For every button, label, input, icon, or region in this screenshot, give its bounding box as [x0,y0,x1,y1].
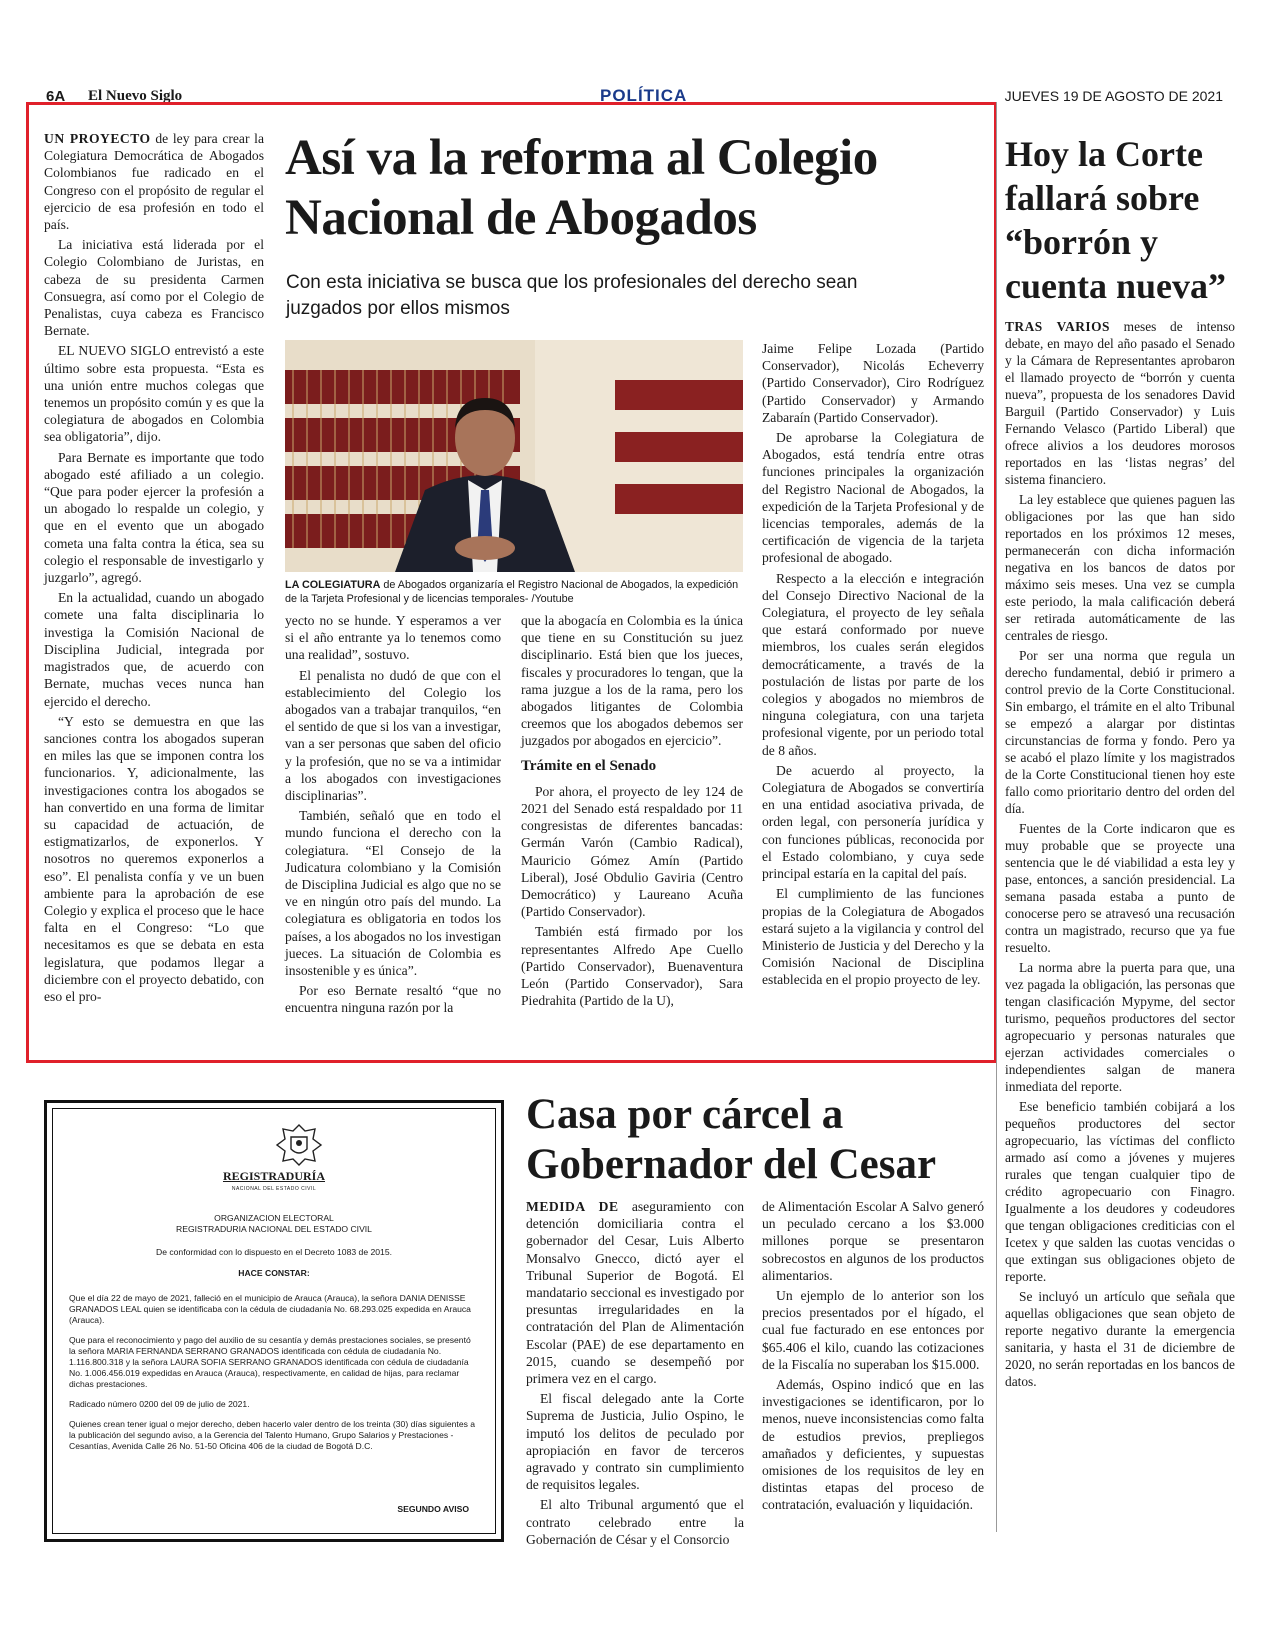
notice-paragraph: Que para el reconocimiento y pago del auxilio de su cesantía y demás prestaciones sociales, se presentó la señora MARIA FERNANDA SERRANO GRANADOS identificada con cédula de ciudadanía No. 1.116.800.318 y la señora LAURA SOFIA SERRANO GRANADOS identificada con cédula de ciudadanía No. 1.006.456.019 expedidas en Arauca (Arauca), respectivamente, en calidad de hijas, para reclamar dichas prestaciones. [69,1335,471,1389]
subhead: Trámite en el Senado [521,757,657,774]
notice-logo-subtext: NACIONAL DEL ESTADO CIVIL [231,1186,317,1192]
notice-hace-constar: HACE CONSTAR: [238,1268,310,1278]
lawyer-portrait-image [285,340,743,572]
paragraph: También, señaló que en todo el mundo funciona el derecho con la colegiatura. “El Consejo de la Judicatura colombiano y la Comisión de Disciplina Judicial es algo que no se ve en ningún otro país del mundo. La colegiatura es obligatoria en todos los países, a los abogados no los investigan jueces. La situación de Colombia es insostenible y es única”. [285,808,501,979]
main-article-col-4 [762,340,984,992]
casa-article-col-1 [526,1198,744,1551]
paragraph: La iniciativa está liderada por el Colegio Colombiano de Juristas, en cabeza de su presidenta Carmen Consuegra, así como por el Colegio de Penalistas, cuya cabeza es Francisco Bernate. [44,237,264,339]
paragraph: La ley establece que quienes paguen las obligaciones por las que han sido reportados en los próximos 12 meses, permanecerán con dicha información negativa en los bancos de datos por máximo seis meses. Una vez se cumpla este periodo, la mala calificación deberá ser retirada automáticamente de las centrales de riesgo. [1005,492,1235,643]
paragraph: Jaime Felipe Lozada (Partido Conservador), Nicolás Echeverry (Partido Conservador), Ciro Rodríguez (Partido Conservador) y Armando Zabaraín (Partido Conservador). [762,341,984,425]
paragraph: Se incluyó un artículo que señala que aquellas obligaciones que sean objeto de reporte negativo durante la emergencia sanitaria, y hasta el 31 de diciembre de 2020, no serán reportadas en los bancos de datos. [1005,1289,1235,1389]
main-article-col-3 [521,612,743,1012]
notice-org-line: REGISTRADURIA NACIONAL DEL ESTADO CIVIL [176,1224,372,1234]
notice-paragraph: Radicado número 0200 del 09 de julio de 2021. [69,1399,250,1409]
paragraph: De acuerdo al proyecto, la Colegiatura de Abogados se convertiría en una entidad asociativa privada, de orden legal, con personería jurídica y con funciones públicas, reconocida por el Estado colombiano, y cuya sede principal estaría en la capital del país. [762,762,984,882]
main-deck: Con esta iniciativa se busca que los profesionales del derecho sean juzgados por ellos mismos [286,272,858,319]
registraduria-notice [44,1100,504,1542]
paragraph: Fuentes de la Corte indicaron que es muy probable que se proyecte una sentencia que le dé viabilidad a esta ley y pase, entonces, a sanción presidencial. La semana pasada estaba a punto de conocerse pero se atravesó una recusación contra un magistrado, recurso que ya fue resuelto. [1005,821,1235,955]
paragraph: Un ejemplo de lo anterior son los precios presentados por el hígado, el cual fue facturado en ese entonces por $65.406 el kilo, cuando las cotizaciones de la Fiscalía no superaban los $15.000. [762,1288,984,1372]
notice-footer: SEGUNDO AVISO [397,1504,469,1514]
paragraph: El cumplimiento de las funciones propias de la Colegiatura de Abogados estará sujeto a la vigilancia y control del Ministerio de Justicia y del Derecho y la Comisión Nacional de Disciplina establecida en el propio proyecto de ley. [762,886,984,988]
section-label: POLÍTICA [600,86,688,105]
main-headline: Así va la reforma al Colegio Nacional de Abogados [285,130,878,246]
issue-date: JUEVES 19 DE AGOSTO DE 2021 [1004,88,1223,104]
paragraph: Ese beneficio también cobijará a los pequeños productores del sector agropecuario, las víctimas del conflicto armado así como a jóvenes y mujeres rurales que tengan cualquier tipo de crédito agropecuario con Finagro. Igualmente a los deudores y codeudores que tengan obligaciones crediticias con el Icetex y que salden las cuotas vencidas o que extingan sus obligaciones objeto de reporte. [1005,1099,1235,1284]
coat-of-arms-icon [271,1121,327,1169]
main-article-col-1 [44,130,264,1008]
notice-org-line: ORGANIZACION ELECTORAL [214,1213,334,1223]
paragraph: El alto Tribunal argumentó que el contrato celebrado entre la Gobernación de César y el Consorcio [526,1497,744,1547]
newspaper-brand: El Nuevo Siglo [88,88,183,104]
paragraph: UN PROYECTO de ley para crear la Colegiatura Democrática de Abogados Colombianos fue radicado en el Congreso con el propósito de regular el ejercicio de esa profesión en todo el país. [44,131,264,233]
paragraph: que la abogacía en Colombia es la única que tiene en su Constitución su juez disciplinario. Está bien que los jueces, fiscales y procuradores lo tengan, que la rama juzgue a los de la rama, pero los abogados litigantes de Colombia creemos que los abogados debemos ser juzgados por abogados en ejercicio”. [521,613,743,749]
paragraph: Por ahora, el proyecto de ley 124 de 2021 del Senado está respaldado por 11 congresistas de diferentes bancadas: Germán Varón (Cambio Radical), Mauricio Gómez Amín (Partido Liberal), José Obdulio Gaviria (Centro Democrático) y Laureano Acuña (Partido Conservador). [521,783,743,920]
paragraph: Además, Ospino indicó que en las investigaciones se identificaron, por lo menos, nueve inconsistencias como falta de estudios previos, prepliegos amañados y deficientes, y supuestas omisiones de los requisitos de ley en distintas etapas del proceso de contratación, evaluación y liquidación. [762,1377,984,1513]
side-headline: Hoy la Corte fallará sobre “borrón y cuenta nueva” [1005,134,1227,306]
paragraph: de Alimentación Escolar A Salvo generó un peculado cercano a los $3.000 millones porque se presentaron sobrecostos en algunos de los productos alimentarios. [762,1199,984,1283]
notice-paragraph: Quienes crean tener igual o mejor derecho, deben hacerlo valer dentro de los treinta (30) días siguientes a la publicación del segundo aviso, a la Gerencia del Talento Humano, Grupo Salarios y Prestaciones - Cesantías, Avenida Calle 26 No. 51-50 Oficina 406 de la ciudad de Bogotá D.C. [69,1419,476,1451]
notice-paragraph: Que el día 22 de mayo de 2021, falleció en el municipio de Arauca (Arauca), la señora DANIA DENISSE GRANADOS LEAL quien se identificaba con la cédula de ciudadanía No. 68.293.025 expedida en Arauca (Arauca). [69,1293,471,1325]
paragraph: yecto no se hunde. Y esperamos a ver si el año entrante ya lo tenemos como una realidad”, sostuvo. [285,613,501,663]
notice-decree: De conformidad con lo dispuesto en el Decreto 1083 de 2015. [155,1247,392,1257]
photo-caption: LA COLEGIATURA de Abogados organizaría el Registro Nacional de Abogados, la expedición de la Tarjeta Profesional y de licencias temporales- /Youtube [285,579,739,605]
paragraph: El penalista no dudó de que con el establecimiento del Colegio los abogados van a trabajar tranquilos, “en el sentido de que si los van a investigar, van a ser personas que saben del oficio y la profesión, que no se va a intimidar a los abogados con investigaciones disciplinarias”. [285,667,501,804]
paragraph: El fiscal delegado ante la Corte Suprema de Justicia, Julio Ospino, le imputó los delitos de peculado por apropiación en favor de terceros agravado y contrato sin cumplimiento de requisitos legales. [526,1391,744,1493]
paragraph: Por ser una norma que regula un derecho fundamental, debió ir primero a control previo de la Corte Constitucional. Sin embargo, el trámite en el alto Tribunal se empezó a alargar por distintas circunstancias de forma y fondo. Pero ya se acabó el plazo límite y los magistrados de la Corte Constitucional tienen hoy este fallo como prioritario dentro del orden del día. [1005,648,1235,816]
paragraph: De aprobarse la Colegiatura de Abogados, está tendría entre otras funciones principales la organización del Registro Nacional de Abogados, la expedición de la Tarjeta Profesional y de licencias temporales, además de la certificación de vigencia de la tarjeta profesional de abogado. [762,430,984,566]
main-article-col-2 [285,612,501,1020]
paragraph: MEDIDA DE aseguramiento con detención domiciliaria contra el gobernador del Cesar, Luis Alberto Monsalvo Gnecco, dictó ayer el Tribunal Superior de Bogotá. El mandatario seccional es investigado por presuntas irregularidades en la contratación del Plan de Alimentación Escolar (PAE) de ese departamento en 2015, cuando se desempeñó por primera vez en el cargo. [526,1199,744,1387]
casa-headline: Casa por cárcel a Gobernador del Cesar [526,1091,937,1188]
column-rule [996,102,997,1532]
paragraph: En la actualidad, cuando un abogado comete una falta disciplinaria lo investiga la Comisión Nacional de Disciplina Judicial, integrada por magistrados que, de acuerdo con Bernate, muchas veces nunca han ejercido el derecho. [44,590,264,709]
casa-article-col-2 [762,1198,984,1517]
paragraph: La norma abre la puerta para que, una vez pagada la obligación, las personas que tengan clasificación Mypyme, del sector turismo, pequeños productores del sector agropecuario y personas naturales que ejerzan actividades comerciales o independientes salgan de manera inmediata del reporte. [1005,960,1235,1094]
paragraph: Por eso Bernate resaltó “que no encuentra ninguna razón por la [285,983,501,1016]
paragraph: También está firmado por los representantes Alfredo Ape Cuello (Partido Conservador), Buenaventura León (Partido Conservador), Sara Piedrahita (Partido de la U), [521,924,743,1009]
notice-logo-text: REGISTRADURÍA [222,1169,326,1183]
paragraph: “Y esto se demuestra en que las sanciones contra los abogados superan en miles las que se imponen contra los funcionarios. Y, adicionalmente, las investigaciones contra los abogados se han convertido en una forma de limitar su capacidad de actuación, de estigmatizarlos, de exponerlos. Y nosotros no queremos exponerlos a eso”. El penalista confía y ve un buen ambiente para la aprobación de ese Colegio y explica el proceso que le hace falta en el Congreso: “Lo que necesitamos es que se debata en esta legislatura, que podamos llegar a diciembre con el proyecto debatido, con eso el pro- [44,713,264,1004]
paragraph: TRAS VARIOS meses de intenso debate, en mayo del año pasado el Senado y la Cámara de Representantes aprobaron el llamado proyecto de “borrón y cuenta nueva”, propuesta de los senadores David Barguil (Partido Conservador) y Luis Fernando Velasco (Partido Liberal) que ofrece alivios a los deudores morosos reportados en las ‘listas negras’ del sistema financiero. [1005,319,1236,487]
paragraph: Respecto a la elección e integración del Consejo Directivo Nacional de la Colegiatura, el proyecto de ley señala que estará conformado por nueve miembros, los cuales serán elegidos democráticamente, a través de la postulación de listas por parte de los colegios y abogados no miembros de ninguna colegiatura, con una tarjeta profesional vigente, por un periodo total de 8 años. [762,570,984,758]
side-article-body [1005,318,1235,1393]
paragraph: EL NUEVO SIGLO entrevistó a este último sobre esta propuesta. “Esta es una unión entre muchos colegas que tenemos un propósito común y es que la colegiatura de abogados en Colombia sea obligatoria”, dijo. [44,343,264,445]
article-photo [285,340,743,572]
paragraph: Para Bernate es importante que todo abogado esté afiliado a un colegio. “Que para poder ejercer la profesión a un abogado lo respalde un colegio, y que en el evento que un abogado cometa una falta contra la ética, sea su colegio el responsable de investigarlo y juzgarlo”, agregó. [44,449,264,586]
page-number: 6A [46,88,66,105]
